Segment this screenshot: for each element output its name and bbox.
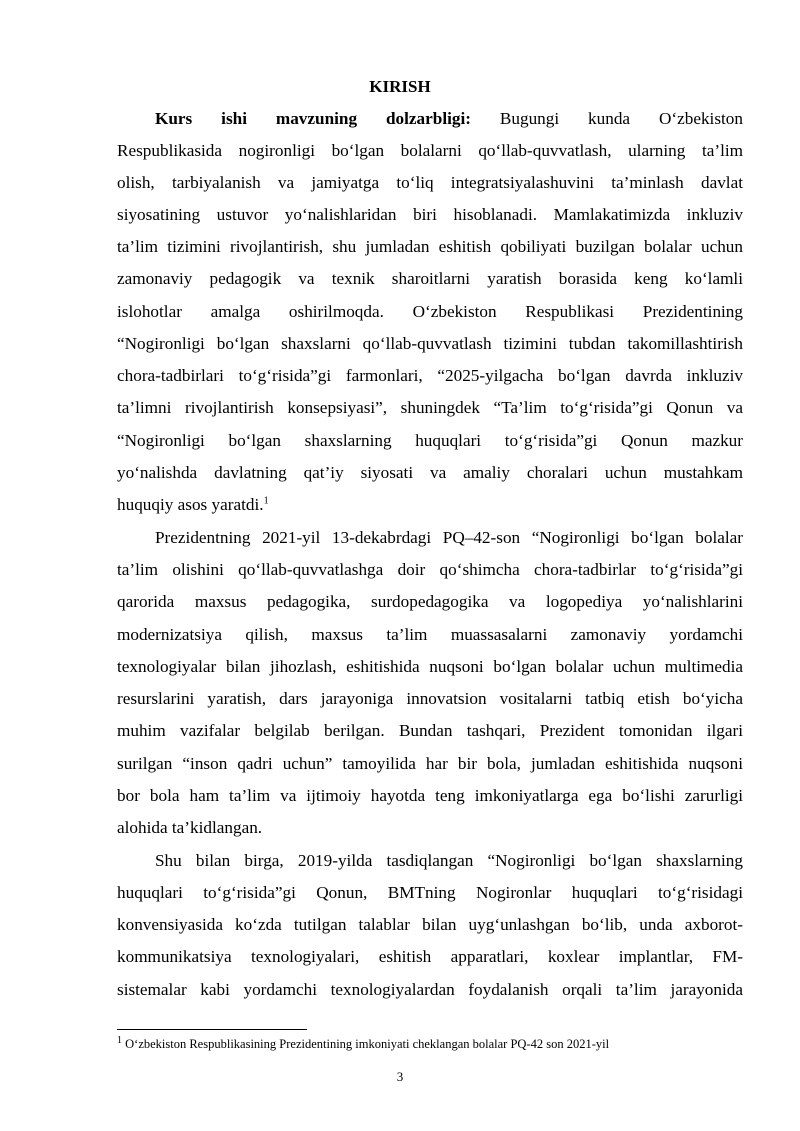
footnote-reference: 1 xyxy=(263,495,269,507)
footnote-separator xyxy=(117,1029,307,1030)
text-line: surilgan “inson qadri uchun” tamoyilida har bir bola, jumladan eshitishida nuqsoni xyxy=(117,754,743,773)
section-title: KIRISH xyxy=(369,77,431,96)
text-line: yo‘nalishda davlatning qat’iy siyosati va amaliy choralari uchun mustahkam xyxy=(117,463,743,482)
text-line: “Nogironligi bo‘lgan shaxslarni qo‘llab-quvvatlash tizimini tubdan takomillashtirish xyxy=(117,334,743,353)
text-line: bor bola ham ta’lim va ijtimoiy hayotda teng imkoniyatlarga ega bo‘lishi zarurligi xyxy=(117,786,743,805)
lead-bold-phrase: Kurs ishi mavzuning dolzarbligi: xyxy=(155,109,471,128)
text-line xyxy=(155,108,743,130)
text-line: islohotlar amalga oshirilmoqda. O‘zbekiston Respublikasi Prezidentining xyxy=(117,302,743,321)
text-line: resurslarini yaratish, dars jarayoniga innovatsion vositalarni tatbiq etish bo‘yicha xyxy=(117,689,743,708)
text-line: qarorida maxsus pedagogika, surdopedagogika va logopediya yo‘nalishlarini xyxy=(117,592,743,611)
text-line: modernizatsiya qilish, maxsus ta’lim muassasalarni zamonaviy yordamchi xyxy=(117,625,743,644)
text-line: olish, tarbiyalanish va jamiyatga to‘liq integratsiyalashuvini ta’minlash davlat xyxy=(117,173,743,192)
text-line xyxy=(117,494,743,516)
text-line: Shu bilan birga, 2019-yilda tasdiqlangan “Nogironligi bo‘lgan shaxslarning xyxy=(155,851,743,870)
text-line: ta’lim tizimini rivojlantirish, shu jumladan eshitish qobiliyati buzilgan bolalar uchun xyxy=(117,237,743,256)
text-line: huquqlari to‘g‘risida”gi Qonun, BMTning Nogironlar huquqlari to‘g‘risidagi xyxy=(117,883,743,902)
footnote-marker: 1 xyxy=(117,1034,122,1046)
text-line: siyosatining ustuvor yo‘nalishlaridan biri hisoblanadi. Mamlakatimizda inkluziv xyxy=(117,205,743,224)
text-line-content: huquqiy asos yaratdi. xyxy=(117,495,264,514)
text-line: Respublikasida nogironligi bo‘lgan bolalarni qo‘llab-quvvatlash, ularning ta’lim xyxy=(117,141,743,160)
page-number: 3 xyxy=(396,1069,404,1084)
text-line: chora-tadbirlari to‘g‘risida”gi farmonlari, “2025-yilgacha bo‘lgan davrda inkluziv xyxy=(117,366,743,385)
text-line: Prezidentning 2021-yil 13-dekabrdagi PQ–42-son “Nogironligi bo‘lgan bolalar xyxy=(155,528,743,547)
text-line: “Nogironligi bo‘lgan shaxslarning huquqlari to‘g‘risida”gi Qonun mazkur xyxy=(117,431,743,450)
footnote-text: O‘zbekiston Respublikasining Prezidentining imkoniyati cheklangan bolalar PQ-42 son 2021-yil xyxy=(122,1037,610,1051)
text-line: sistemalar kabi yordamchi texnologiyalardan foydalanish orqali ta’lim jarayonida xyxy=(117,980,743,999)
lead-rest: Bugungi kunda O‘zbekiston xyxy=(470,109,743,128)
text-line: muhim vazifalar belgilab berilgan. Bundan tashqari, Prezident tomonidan ilgari xyxy=(117,721,743,740)
text-line: ta’limni rivojlantirish konsepsiyasi”, shuningdek “Ta’lim to‘g‘risida”gi Qonun va xyxy=(117,398,743,417)
text-line: zamonaviy pedagogik va texnik sharoitlarni yaratish borasida keng ko‘lamli xyxy=(117,269,743,288)
text-line: kommunikatsiya texnologiyalari, eshitish apparatlari, koxlear implantlar, FM- xyxy=(117,947,743,966)
footnote xyxy=(117,1036,743,1052)
text-line: konvensiyasida ko‘zda tutilgan talablar bilan uyg‘unlashgan bo‘lib, unda axborot- xyxy=(117,915,743,934)
text-line: texnologiyalar bilan jihozlash, eshitishida nuqsoni bo‘lgan bolalar uchun multimedia xyxy=(117,657,743,676)
text-line: ta’lim olishini qo‘llab-quvvatlashga doir qo‘shimcha chora-tadbirlar to‘g‘risida”gi xyxy=(117,560,743,579)
text-line: alohida ta’kidlangan. xyxy=(117,818,263,837)
